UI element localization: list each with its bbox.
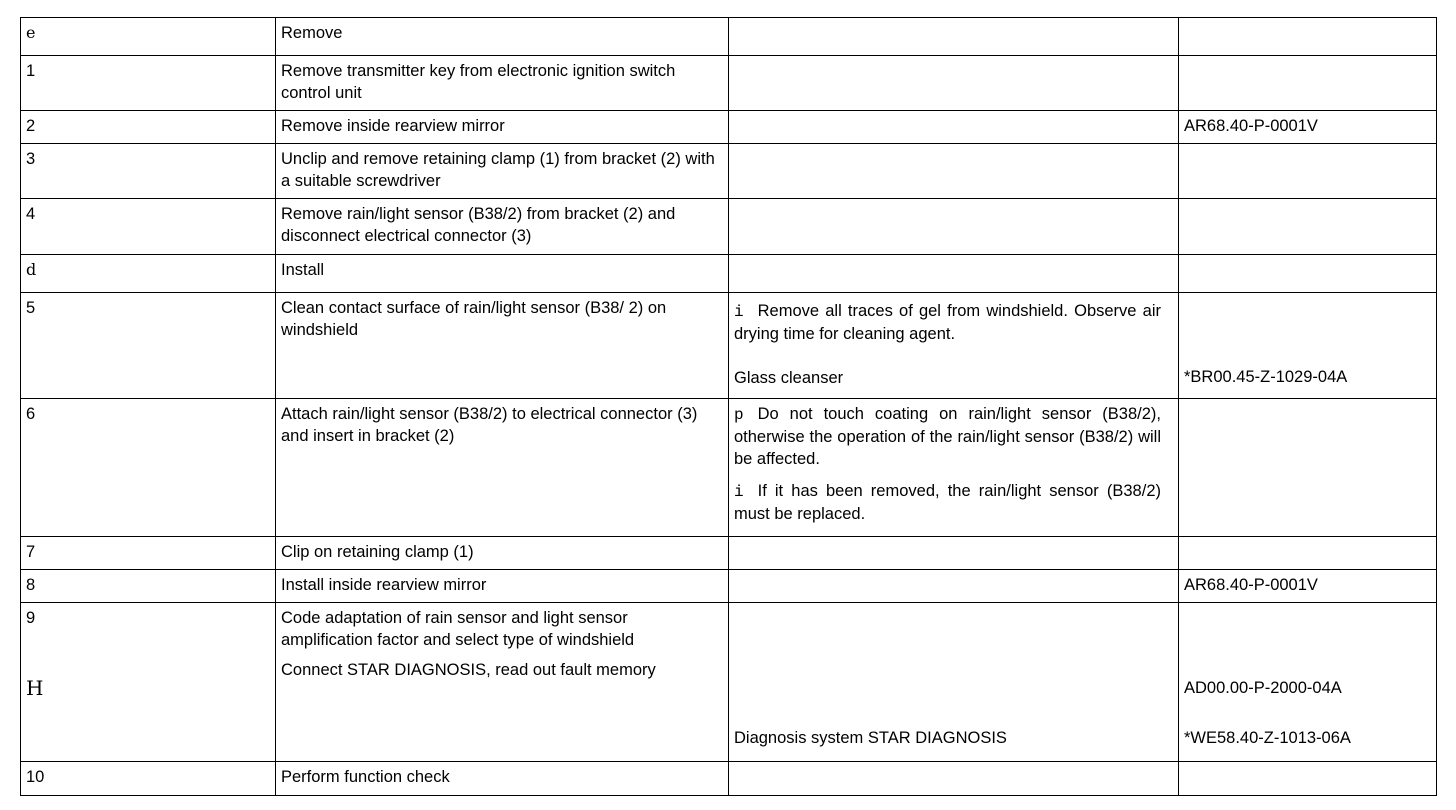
instruction-cell: Remove transmitter key from electronic ignition switch control unit: [276, 56, 729, 111]
table-row: [21, 255, 1437, 293]
install-section-icon: d: [26, 260, 37, 279]
reference-link[interactable]: *WE58.40-Z-1013-06A: [1184, 729, 1351, 747]
reference-cell: [1179, 293, 1437, 399]
step-cell: 7: [21, 537, 276, 570]
instruction-cell: Install inside rearview mirror: [276, 570, 729, 603]
step-cell: 10: [21, 762, 276, 796]
step-cell: [21, 18, 276, 56]
table-row: [21, 570, 1437, 603]
diagnosis-tester-icon: H: [26, 676, 44, 700]
instruction-cell: Remove inside rearview mirror: [276, 111, 729, 144]
step-cell: 9 H: [21, 603, 276, 762]
reference-link[interactable]: AD00.00-P-2000-04A: [1184, 679, 1342, 697]
table-row: [21, 18, 1437, 56]
instruction-cell: Perform function check: [276, 762, 729, 796]
step-cell: 4: [21, 199, 276, 255]
instruction-cell: Remove: [276, 18, 729, 56]
instruction-cell: Attach rain/light sensor (B38/2) to electrical connector (3) and insert in bracket (2): [276, 399, 729, 537]
step-cell: 1: [21, 56, 276, 111]
step-cell: 6: [21, 399, 276, 537]
step-cell: 3: [21, 144, 276, 199]
reference-link[interactable]: *BR00.45-Z-1029-04A: [1184, 368, 1348, 386]
reference-link[interactable]: AR68.40-P-0001V: [1179, 111, 1437, 144]
table-row: [21, 144, 1437, 199]
reference-link[interactable]: AR68.40-P-0001V: [1179, 570, 1437, 603]
info-icon: i: [734, 303, 744, 321]
instruction-cell: Clean contact surface of rain/light sensor (B38/ 2) on windshield: [276, 293, 729, 399]
table-row: [21, 199, 1437, 255]
reference-cell: [1179, 603, 1437, 762]
notes-cell: [729, 399, 1179, 537]
notes-cell: [729, 293, 1179, 399]
table-row: [21, 111, 1437, 144]
step-cell: 2: [21, 111, 276, 144]
step-cell: 8: [21, 570, 276, 603]
instruction-cell: Code adaptation of rain sensor and light sensor amplification factor and select type of windshield Connect STAR DIAGNOSIS, read out fault memory: [276, 603, 729, 762]
procedure-table: [20, 17, 1437, 796]
remove-section-icon: e: [26, 23, 36, 42]
instruction-cell: Unclip and remove retaining clamp (1) from bracket (2) with a suitable screwdriver: [276, 144, 729, 199]
info-icon: i: [734, 483, 744, 501]
table-row: [21, 293, 1437, 399]
material-label: Diagnosis system STAR DIAGNOSIS: [734, 729, 1007, 747]
instruction-cell: Install: [276, 255, 729, 293]
sub-instruction: Connect STAR DIAGNOSIS, read out fault memory: [281, 661, 656, 679]
info-note: i Remove all traces of gel from windshield. Observe air drying time for cleaning agent.: [734, 302, 1161, 343]
step-cell: 5: [21, 293, 276, 399]
table-row: [21, 537, 1437, 570]
info-note: i If it has been removed, the rain/light sensor (B38/2) must be replaced.: [734, 482, 1161, 523]
notes-cell: [729, 603, 1179, 762]
material-label: Glass cleanser: [734, 369, 844, 387]
instruction-cell: Remove rain/light sensor (B38/2) from bracket (2) and disconnect electrical connector (3): [276, 199, 729, 255]
table-row: [21, 603, 1437, 762]
table-row: [21, 56, 1437, 111]
warning-icon: p: [734, 406, 744, 424]
instruction-cell: Clip on retaining clamp (1): [276, 537, 729, 570]
table-row: [21, 762, 1437, 796]
warning-note: p Do not touch coating on rain/light sensor (B38/2), otherwise the operation of the rain/light sensor (B38/2) will be affected.: [734, 405, 1161, 468]
step-cell: [21, 255, 276, 293]
table-row: [21, 399, 1437, 537]
